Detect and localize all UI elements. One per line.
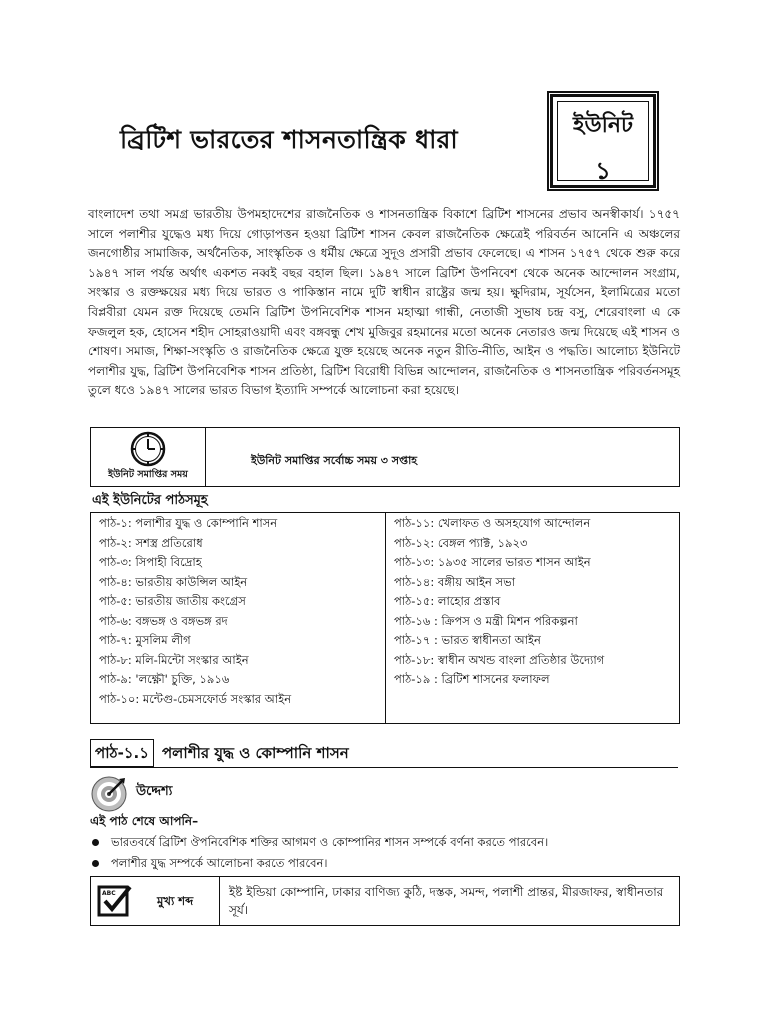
lesson-item: পাঠ-১৪: বঙ্গীয় আইন সভা: [394, 574, 516, 589]
lesson-item: পাঠ-১২: বেঙ্গল প্যাক্ট, ১৯২৩: [394, 535, 528, 550]
lesson-item: পাঠ-৯: 'লক্ষ্ণৌ' চুক্তি, ১৯১৬: [99, 672, 230, 686]
lesson-item: পাঠ-১৩: ১৯৩৫ সালের ভারত শাসন আইন: [394, 555, 591, 569]
lesson-item: পাঠ-৫: ভারতীয় জাতীয় কংগ্রেস: [99, 594, 246, 608]
lesson-item: পাঠ-৩: সিপাহী বিদ্রোহ: [99, 555, 202, 569]
lesson-item: পাঠ-১: পলাশীর যুদ্ধ ও কোম্পানি শাসন: [99, 516, 278, 530]
lesson-item: পাঠ-১৮: স্বাধীন অখন্ড বাংলা প্রতিষ্ঠার উদ্যোগ: [394, 652, 605, 667]
key-words-cell: [91, 877, 220, 925]
lessons-column-right: [386, 513, 679, 723]
key-words-label: মুখ্য শব্দ: [157, 894, 194, 908]
lesson-item: পাঠ-১৭ : ভারত স্বাধীনতা আইন: [394, 633, 541, 647]
completion-time-box: [90, 427, 680, 487]
objective-item: ভারতবর্ষে ব্রিটিশ ঔপনিবেশিক শক্তির আগমণ ও কোম্পানির শাসন সম্পর্কে বর্ণনা করতে পারবেন।: [92, 834, 548, 853]
checkbox-icon: [97, 883, 133, 919]
lesson-title: পলাশীর যুদ্ধ ও কোম্পানি শাসন: [162, 744, 349, 762]
lesson-item: পাঠ-১৬ : ক্রিপস ও মন্ত্রী মিশন পরিকল্পনা: [394, 613, 578, 628]
lesson-header: [90, 739, 678, 768]
target-icon: [90, 775, 128, 813]
svg-text:ABC: ABC: [102, 890, 116, 897]
unit-title: ব্রিটিশ ভারতের শাসনতান্ত্রিক ধারা: [120, 125, 458, 154]
lessons-heading: এই ইউনিটের পাঠসমূহ: [92, 493, 208, 508]
lessons-column-left: [91, 513, 386, 723]
key-words-text: ইষ্ট ইন্ডিয়া কোম্পানি, ঢাকার বাণিজ্য কুঠি, দস্তক, সমন্দ, পলাশী প্রান্তর, মীরজাফর, স্বাধীনতার সূর্য।: [229, 885, 664, 917]
lesson-item: পাঠ-৪: ভারতীয় কাউন্সিল আইন: [99, 574, 248, 589]
unit-number: ১: [595, 157, 611, 185]
lesson-number-tag: পাঠ-১.১: [90, 739, 154, 767]
bullet-icon: [92, 839, 99, 846]
lessons-table: [90, 512, 680, 724]
lesson-item: পাঠ-৬: বঙ্গভঙ্গ ও বঙ্গভঙ্গ রদ: [99, 613, 228, 628]
lesson-item: পাঠ-৮: মলি-মিন্টো সংস্কার আইন: [99, 652, 249, 667]
unit-label: ইউনিট: [573, 113, 633, 138]
lesson-item: পাঠ-৭: মুসলিম লীগ: [99, 633, 191, 647]
objective-item: পলাশীর যুদ্ধ সম্পর্কে আলোচনা করতে পারবেন।: [92, 855, 328, 874]
completion-time-text: ইউনিট সমাপ্তির সর্বোচ্চ সময় ৩ সপ্তাহ: [251, 454, 418, 467]
objective-label: উদ্দেশ্য: [136, 784, 173, 799]
completion-time-label: ইউনিট সমাপ্তির সময়: [108, 469, 188, 480]
bullet-icon: [92, 860, 99, 867]
lesson-item: পাঠ-১৫: লাহোর প্রস্তাব: [394, 594, 501, 608]
completion-time-cell: [91, 428, 206, 486]
key-words-box: [90, 876, 680, 926]
unit-badge: [550, 94, 656, 188]
lesson-item: পাঠ-২: সশস্ত্র প্রতিরোধ: [99, 535, 203, 550]
lesson-item: পাঠ-১১: খেলাফত ও অসহযোগ আন্দোলন: [394, 516, 591, 530]
intro-paragraph: বাংলাদেশ তথা সমগ্র ভারতীয় উপমহাদেশের রাজনৈতিক ও শাসনতান্ত্রিক বিকাশে ব্রিটিশ শাসনের প্রভাব অনস্বীকার্য। ১৭৫৭ সালে পলাশীর যুদ্ধেও মধ্য দিয়ে গোড়াপত্তন হওয়া ব্রিটিশ শাসন কেবল রাজনৈতিক ক্ষেত্রেই পরিবর্তন আনেনি এ অঞ্চলের জনগোষ্ঠীর সামাজিক, অর্থনৈতিক, সাংস্কৃতিক ও ধর্মীয় ক্ষেত্রে সুদূও প্রসারী প্রভাব ফেলেছে। এ শাসন ১৭৫৭ থেকে শুরু করে ১৯৪৭ সাল পর্যন্ত অর্থাৎ একশত নব্বই বছর বহাল ছিল। ১৯৪৭ সালে ব্রিটিশ উপনিবেশ থেকে অনেক আন্দোলন সংগ্রাম, সংস্কার ও রক্তক্ষয়ের মধ্য দিয়ে ভারত ও পাকিস্তান নামে দুটি স্বাধীন রাষ্ট্রের জন্ম হয়। ক্ষুদিরাম, সূর্যসেন, ইলামিত্রের মতো বিপ্লবীরা যেমন রক্ত দিয়েছে তেমনি ব্রিটিশ উপনিবেশিক শাসন মহাত্মা গান্ধী, নেতাজী সুভাষ চন্দ্র বসু, শেরেবাংলা এ কে ফজলুল হক, হোসেন শহীদ সোহরাওয়াদী এবং বঙ্গবন্ধু শেখ মুজিবুর রহমানের মতো অনেক নেতারও জন্ম দিয়েছে এই শাসন ও শোষণ। সমাজ, শিক্ষা-সংস্কৃতি ও রাজনৈতিক ক্ষেত্রে যুক্ত হয়েছে অনেক নতুন রীতি-নীতি, আইন ও পদ্ধতি। আলোচ্য ইউনিটে পলাশীর যুদ্ধ, ব্রিটিশ উপনিবেশিক শাসন প্রতিষ্ঠা, ব্রিটিশ বিরোধী বিভিন্ন আন্দোলন, রাজনৈতিক ও শাসনতান্ত্রিক পরিবর্তনসমূহ তুলে ধওে ১৯৪৭ সালের ভারত বিভাগ ইত্যাদি সম্পর্কে আলোচনা করা হয়েছে।: [88, 207, 680, 398]
clock-icon: [130, 431, 166, 467]
lesson-item: পাঠ-১০: মন্টেগু-চেমসফোর্ড সংস্কার আইন: [99, 691, 292, 706]
lesson-item: পাঠ-১৯ : ব্রিটিশ শাসনের ফলাফল: [394, 672, 550, 686]
objective-intro: এই পাঠ শেষে আপনি–: [90, 814, 199, 828]
